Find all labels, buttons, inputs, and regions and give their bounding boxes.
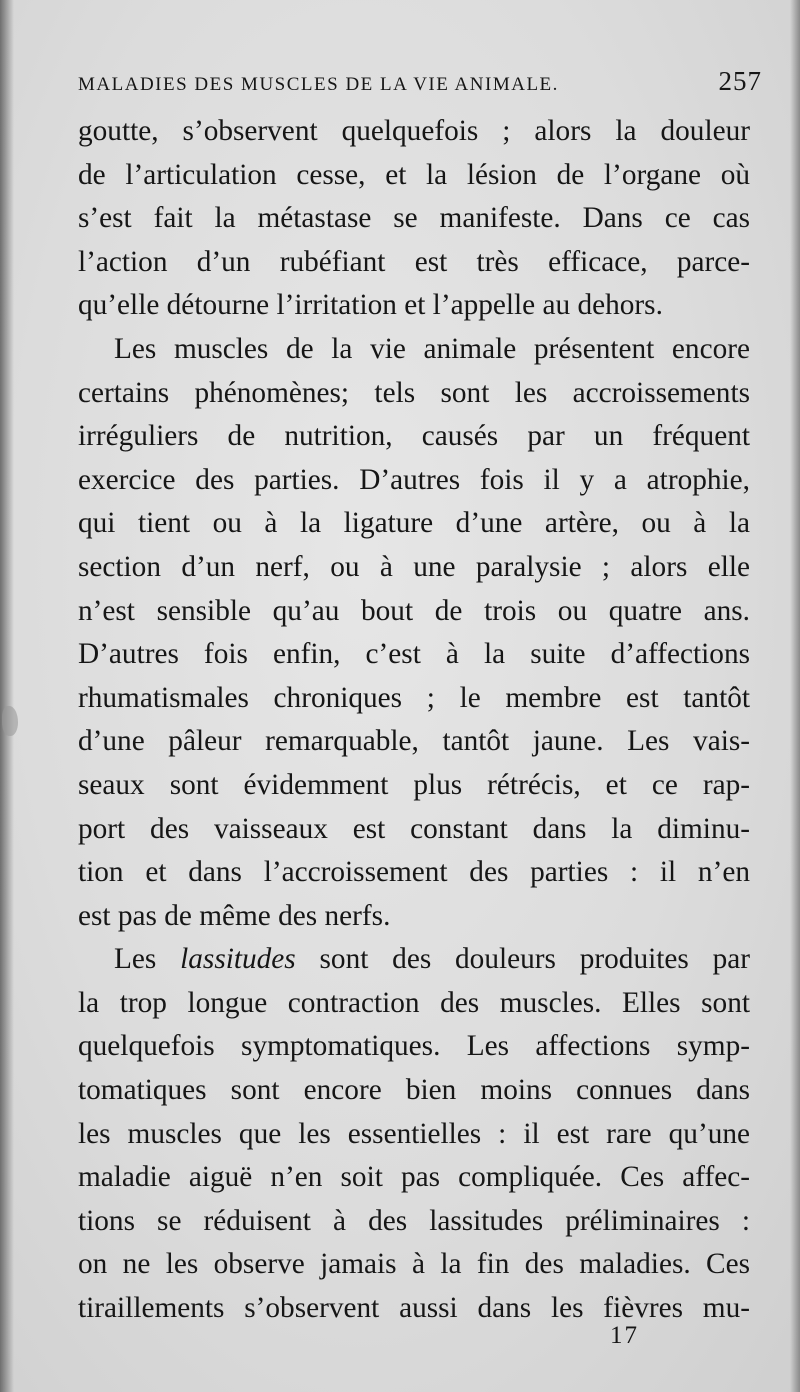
signature-mark: 17 <box>610 1322 639 1349</box>
text-line: D’autres fois enfin, c’est à la suite d’affections <box>78 638 750 671</box>
paragraph-1 <box>78 110 750 328</box>
text-line: n’est sensible qu’au bout de trois ou quatre ans. <box>78 594 750 627</box>
italic-term: lassitudes <box>180 943 296 976</box>
text-line: s’est fait la métastase se manifeste. Dans ce cas <box>78 202 750 235</box>
text-line: rhumatismales chroniques ; le membre est tantôt <box>78 681 750 714</box>
page-number: 257 <box>718 66 762 96</box>
paragraph-2 <box>78 328 750 938</box>
text-line: certains phénomènes; tels sont les accroissements <box>78 376 750 409</box>
text-line: irréguliers de nutrition, causés par un fréquent <box>78 420 750 453</box>
page-edge-shadow-right <box>790 0 800 1392</box>
text-fragment: Les <box>114 943 181 976</box>
text-line: goutte, s’observent quelquefois ; alors la douleur <box>78 115 750 147</box>
text-line: qui tient ou à la ligature d’une artère, ou à la <box>78 507 750 540</box>
text-line: seaux sont évidemment plus rétrécis, et ce rap- <box>78 768 750 801</box>
text-line: on ne les observe jamais à la fin des maladies. Ces <box>78 1248 750 1281</box>
text-line: tions se réduisent à des lassitudes préliminaires : <box>78 1204 750 1237</box>
text-line: port des vaisseaux est constant dans la diminu- <box>78 812 750 845</box>
text-line: section d’un nerf, ou à une paralysie ; alors elle <box>78 550 750 583</box>
text-line: d’une pâleur remarquable, tantôt jaune. Les vais- <box>78 725 750 758</box>
text-line: tomatiques sont encore bien moins connues dans <box>78 1074 750 1107</box>
paragraph-3 <box>78 938 750 1330</box>
text-line: de l’articulation cesse, et la lésion de l’organe où <box>78 158 750 191</box>
text-line: tiraillements s’observent aussi dans les fièvres mu- <box>78 1292 750 1325</box>
text-line: qu’elle détourne l’irritation et l’appelle au dehors. <box>78 289 663 322</box>
page-header <box>78 66 762 106</box>
text-line: exercice des parties. D’autres fois il y a atrophie, <box>78 463 750 496</box>
text-line: Les muscles de la vie animale présentent encore <box>114 332 750 365</box>
text-fragment: sont des douleurs produites par <box>295 943 750 976</box>
text-line: l’action d’un rubéfiant est très efficace, parce- <box>78 245 750 278</box>
running-head: MALADIES DES MUSCLES DE LA VIE ANIMALE. <box>78 74 559 95</box>
text-line: maladie aiguë n’en soit pas compliquée. Ces affec- <box>78 1161 750 1194</box>
text-line: est pas de même des nerfs. <box>78 899 391 932</box>
text-line: tion et dans l’accroissement des parties : il n’en <box>78 856 750 889</box>
paper-stain <box>2 706 18 736</box>
body-text <box>78 110 750 1331</box>
text-line: quelquefois symptomatiques. Les affections symp- <box>78 1030 750 1063</box>
text-line: les muscles que les essentielles : il est rare qu’une <box>78 1117 750 1150</box>
text-line-with-italic <box>78 938 750 982</box>
text-line: la trop longue contraction des muscles. Elles sont <box>78 986 750 1019</box>
page-edge-shadow-left <box>0 0 14 1392</box>
